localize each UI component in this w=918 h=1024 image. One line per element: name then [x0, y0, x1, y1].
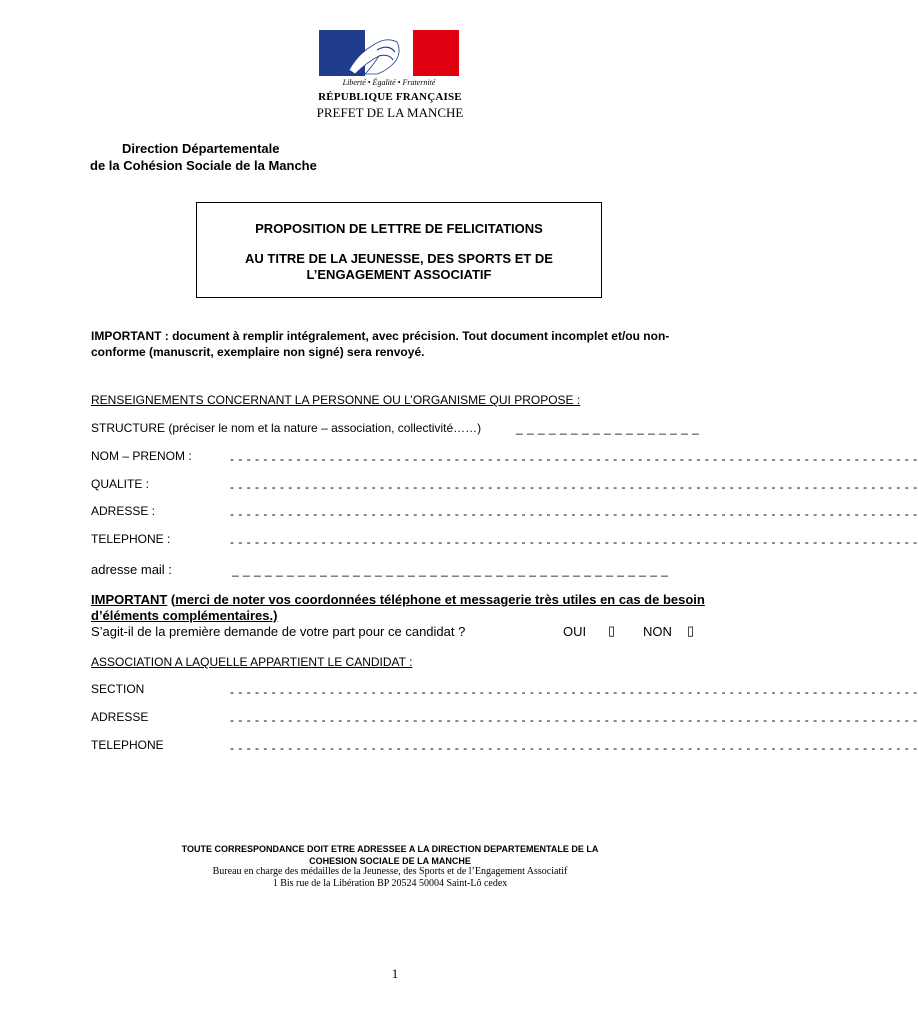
section-field[interactable]: - - - - - - - - - - - - - - - - - - - - - - - - - - - - - - - - - - - - - - - - - - - - - - - - - - - - - - - - - - - - - - - - - - - - - - - - - - - - - - - - - - -: [230, 685, 918, 699]
oui-label: OUI: [563, 624, 587, 639]
republic-motto: Liberté • Égalité • Fraternité: [342, 78, 436, 87]
title-line-3: L’ENGAGEMENT ASSOCIATIF: [306, 267, 492, 282]
proposer-section-heading: RENSEIGNEMENTS CONCERNANT LA PERSONNE OU L’ORGANISME QUI PROPOSE :: [91, 393, 581, 407]
qualite-field[interactable]: - - - - - - - - - - - - - - - - - - - - - - - - - - - - - - - - - - - - - - - - - - - - - - - - - - - - - - - - - - - - - - - - - - - - - - - - - - - - - - - - - - -: [230, 480, 918, 494]
structure-field[interactable]: _ _ _ _ _ _ _ _ _ _ _ _ _ _ _ _ _: [516, 421, 700, 435]
footer-line-2: COHESION SOCIALE DE LA MANCHE: [309, 856, 471, 866]
non-checkbox[interactable]: ▯: [687, 623, 695, 638]
association-adresse-field[interactable]: - - - - - - - - - - - - - - - - - - - - - - - - - - - - - - - - - - - - - - - - - - - - - - - - - - - - - - - - - - - - - - - - - - - - - - - - - - - - - - - - - - -: [230, 713, 918, 727]
footer-correspondence: [130, 843, 650, 867]
non-label: NON: [643, 624, 672, 639]
prefet-title: PREFET DE LA MANCHE: [316, 105, 464, 120]
mail-field[interactable]: _ _ _ _ _ _ _ _ _ _ _ _ _ _ _ _ _ _ _ _ _ _ _ _ _ _ _ _ _ _ _ _ _ _ _ _ _ _ _ _: [232, 563, 669, 577]
structure-label: STRUCTURE (préciser le nom et la nature – association, collectivité……): [91, 421, 482, 435]
title-line-2: AU TITRE DE LA JEUNESSE, DES SPORTS ET DE: [245, 251, 553, 266]
footer-line-1: TOUTE CORRESPONDANCE DOIT ETRE ADRESSEE A LA DIRECTION DEPARTEMENTALE DE LA: [181, 844, 599, 854]
association-telephone-label: TELEPHONE: [91, 738, 164, 752]
important-notice: IMPORTANT : document à remplir intégralement, avec précision. Tout document incomplet et/ou non-conforme (manuscrit, exemplaire non signé) sera renvoyé.: [91, 329, 670, 359]
association-adresse-label: ADRESSE: [91, 710, 149, 724]
nom-prenom-field[interactable]: - - - - - - - - - - - - - - - - - - - - - - - - - - - - - - - - - - - - - - - - - - - - - - - - - - - - - - - - - - - - - - - - - - - - - - - - - - - - - - - - - - -: [230, 452, 918, 466]
section-label: SECTION: [91, 682, 145, 696]
title-box: [196, 202, 602, 298]
footer-line-4: 1 Bis rue de la Libération BP 20524 50004 Saint-Lô cedex: [272, 878, 508, 889]
republique-francaise: RÉPUBLIQUE FRANÇAISE: [318, 91, 462, 103]
direction-header: [90, 140, 317, 174]
oui-checkbox[interactable]: ▯: [608, 623, 616, 638]
page-number: 1: [391, 966, 399, 981]
mail-label: adresse mail :: [91, 562, 172, 577]
telephone-field[interactable]: - - - - - - - - - - - - - - - - - - - - - - - - - - - - - - - - - - - - - - - - - - - - - - - - - - - - - - - - - - - - - - - - - - - - - - - - - - - - - - - - - - -: [230, 535, 918, 549]
association-telephone-field[interactable]: - - - - - - - - - - - - - - - - - - - - - - - - - - - - - - - - - - - - - - - - - - - - - - - - - - - - - - - - - - - - - - - - - - - - - - - - - - - - - - - - - - -: [230, 741, 918, 755]
direction-line-1: Direction Départementale: [122, 141, 280, 156]
direction-line-2: de la Cohésion Sociale de la Manche: [90, 158, 317, 173]
nom-prenom-label: NOM – PRENOM :: [91, 449, 192, 463]
question-text: S’agit-il de la première demande de votre part pour ce candidat ?: [91, 624, 466, 639]
adresse-label: ADRESSE :: [91, 504, 156, 518]
important-contact-text: merci de noter vos coordonnées téléphone et messagerie très utiles en cas de besoin d’éléments complémentaires.): [91, 592, 705, 623]
adresse-field[interactable]: - - - - - - - - - - - - - - - - - - - - - - - - - - - - - - - - - - - - - - - - - - - - - - - - - - - - - - - - - - - - - - - - - - - - - - - - - - - - - - - - - - -: [230, 507, 918, 521]
association-section-heading: ASSOCIATION A LAQUELLE APPARTIENT LE CANDIDAT :: [91, 655, 413, 669]
first-request-question: [91, 624, 711, 639]
footer-line-3: Bureau en charge des médailles de la Jeunesse, des Sports et de l’Engagement Associatif: [212, 866, 568, 877]
important-word: IMPORTANT: [91, 592, 168, 607]
footer-address: [130, 866, 650, 890]
important-contact-notice: [91, 592, 711, 624]
qualite-label: QUALITE :: [91, 477, 150, 491]
telephone-label: TELEPHONE :: [91, 532, 171, 546]
title-line-1: PROPOSITION DE LETTRE DE FELICITATIONS: [255, 221, 543, 236]
open-paren: (: [167, 592, 176, 607]
